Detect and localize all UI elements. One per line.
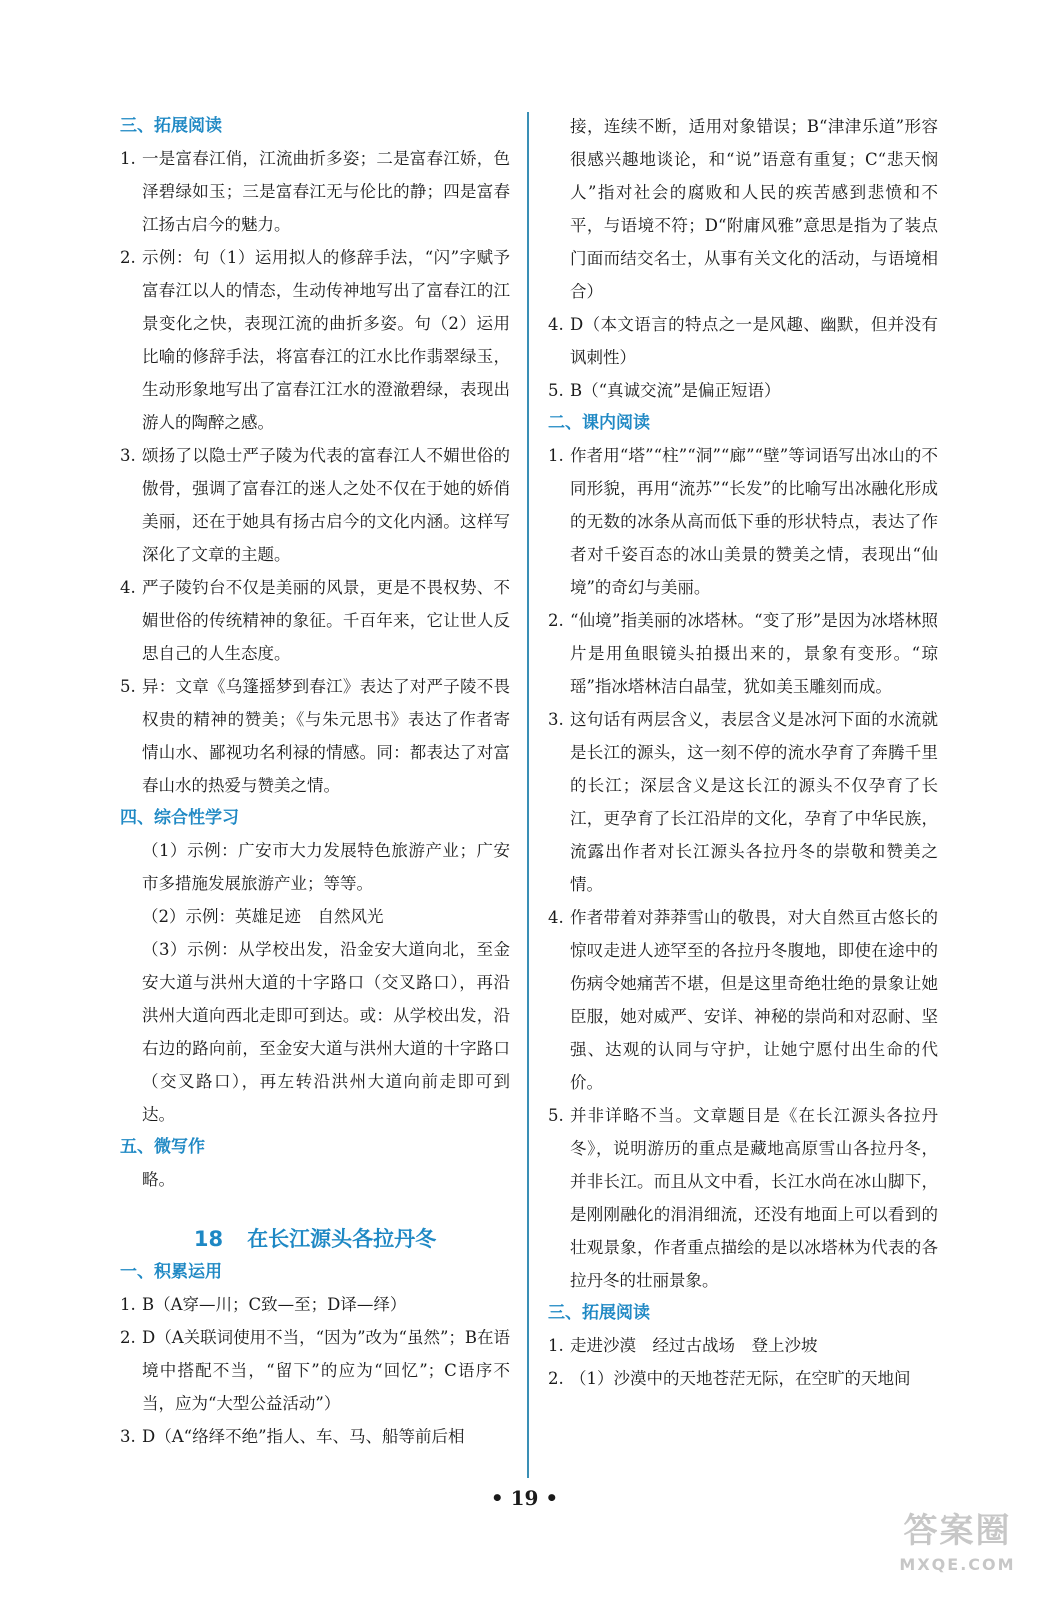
item-text: 严子陵钓台不仅是美丽的风景，更是不畏权势、不媚世俗的传统精神的象征。千百年来，它让世人反思自己的人生态度。 <box>142 578 510 663</box>
answer-item <box>548 1329 938 1362</box>
sub-answer: （1）示例：广安市大力发展特色旅游产业；广安市多措施发展旅游产业；等等。 <box>142 841 510 893</box>
answer-item <box>548 901 938 1099</box>
item-number: 5. <box>548 381 564 400</box>
watermark-logo <box>880 1508 1035 1593</box>
item-number: 1. <box>548 1336 564 1355</box>
item-text: （1）沙漠中的天地苍茫无际，在空旷的天地间 <box>570 1369 911 1388</box>
item-text: 走进沙漠 经过古战场 登上沙坡 <box>570 1336 818 1355</box>
item-text: B（“真诚交流”是偏正短语） <box>570 381 781 400</box>
answer-item <box>120 241 510 439</box>
answer-item <box>548 703 938 901</box>
item-number: 5. <box>120 677 136 696</box>
item-number: 4. <box>548 315 564 334</box>
answer-item <box>120 1288 510 1321</box>
page-number: • 19 • <box>490 1486 559 1510</box>
section-heading: 四、综合性学习 <box>120 808 239 828</box>
chapter-title <box>120 1222 510 1256</box>
item-text: D（本文语言的特点之一是风趣、幽默，但并没有讽刺性） <box>570 315 938 367</box>
continued-text: 接，连续不断，适用对象错误；B“津津乐道”形容很感兴趣地谈论，和“说”语意有重复；C“悲天悯人”指对社会的腐败和人民的疾苦感到悲愤和不平，与语境不符；D“附庸风雅”意思是指为了装点门面而结交名士，从事有关文化的活动，与语境相合） <box>570 117 938 301</box>
answer-list <box>548 439 938 1297</box>
item-text: 异：文章《乌篷摇梦到春江》表达了对严子陵不畏权贵的精神的赞美；《与朱元思书》表达了作者寄情山水、鄙视功名利禄的情感。同：都表达了对富春山水的热爱与赞美之情。 <box>142 677 510 795</box>
answer-item <box>120 670 510 802</box>
item-number: 3. <box>548 710 564 729</box>
item-text: 并非详略不当。文章题目是《在长江源头各拉丹冬》，说明游历的重点是藏地高原雪山各拉丹冬，并非长江。而且从文中看，长江水尚在冰山脚下，是刚刚融化的涓涓细流，还没有地面上可以看到的壮观景象，作者重点描绘的是以冰塔林为代表的各拉丹冬的壮丽景象。 <box>570 1106 938 1290</box>
item-number: 1. <box>120 1295 136 1314</box>
item-number: 5. <box>548 1106 564 1125</box>
sub-answer: （3）示例：从学校出发，沿金安大道向北，至金安大道与洪州大道的十字路口（交叉路口），再沿洪州大道向西北走即可到达。或：从学校出发，沿右边的路向前，至金安大道与洪州大道的十字路口（交叉路口），再左转沿洪州大道向前走即可到达。 <box>142 940 510 1124</box>
item-number: 2. <box>548 1369 564 1388</box>
item-number: 1. <box>548 446 564 465</box>
left-column <box>120 110 510 1453</box>
item-text: “仙境”指美丽的冰塔林。“变了形”是因为冰塔林照片是用鱼眼镜头拍摄出来的，景象有变形。“琼瑶”指冰塔林洁白晶莹，犹如美玉雕刻而成。 <box>570 611 938 696</box>
item-text: 示例：句（1）运用拟人的修辞手法，“闪”字赋予富春江以人的情态，生动传神地写出了富春江的江景变化之快，表现江流的曲折多姿。句（2）运用比喻的修辞手法，将富春江的江水比作翡翠绿玉，生动形象地写出了富春江江水的澄澈碧绿，表现出游人的陶醉之感。 <box>142 248 510 432</box>
item-text: 一是富春江俏，江流曲折多姿；二是富春江娇，色泽碧绿如玉；三是富春江无与伦比的静；四是富春江扬古启今的魅力。 <box>142 149 510 234</box>
item-number: 3. <box>120 446 136 465</box>
answer-list <box>548 1329 938 1395</box>
answer-list <box>120 834 510 1131</box>
section-heading: 二、课内阅读 <box>548 413 650 433</box>
item-number: 2. <box>548 611 564 630</box>
item-text: D（A“络绎不绝”指人、车、马、船等前后相 <box>142 1427 465 1446</box>
watermark-url: MXQE.COM <box>899 1555 1016 1574</box>
section-heading: 五、微写作 <box>120 1137 205 1157</box>
answer-item <box>120 439 510 571</box>
section-heading: 一、积累运用 <box>120 1262 222 1282</box>
item-text: 作者带着对莽莽雪山的敬畏，对大自然亘古悠长的惊叹走进人迹罕至的各拉丹冬腹地，即使在途中的伤病令她痛苦不堪，但是这里奇绝壮绝的景象让她臣服，她对威严、安详、神秘的崇尚和对忍耐、坚强、达观的认同与守护，让她宁愿付出生命的代价。 <box>570 908 938 1092</box>
item-number: 2. <box>120 1328 136 1347</box>
column-divider <box>527 112 529 1478</box>
answer-item <box>120 1420 510 1453</box>
section-heading: 三、拓展阅读 <box>548 1303 650 1323</box>
answer-list <box>120 1288 510 1453</box>
chapter-name: 在长江源头各拉丹冬 <box>247 1227 437 1251</box>
right-column <box>548 110 938 1395</box>
answer-item <box>548 374 938 407</box>
answer-item <box>548 439 938 604</box>
chapter-number: 18 <box>193 1227 224 1251</box>
item-text: B（A穿—川；C致—至；D译—绎） <box>142 1295 407 1314</box>
answer-item <box>548 1099 938 1297</box>
answer-list <box>120 142 510 802</box>
answer-item <box>120 142 510 241</box>
answer-item <box>548 308 938 374</box>
answer-text: 略。 <box>142 1170 175 1189</box>
section-heading: 三、拓展阅读 <box>120 116 222 136</box>
answer-list <box>548 308 938 407</box>
sub-answer: （2）示例：英雄足迹 自然风光 <box>142 907 384 926</box>
watermark-text: 答案圈 <box>903 1511 1012 1551</box>
answer-item <box>548 1362 938 1395</box>
answer-item <box>120 1321 510 1420</box>
item-text: D（A关联词使用不当，“因为”改为“虽然”；B在语境中搭配不当，“留下”的应为“回忆”；C语序不当，应为“大型公益活动”） <box>142 1328 511 1413</box>
item-number: 1. <box>120 149 136 168</box>
item-number: 2. <box>120 248 136 267</box>
item-text: 这句话有两层含义，表层含义是冰河下面的水流就是长江的源头，这一刻不停的流水孕育了奔腾千里的长江；深层含义是这长江的源头不仅孕育了长江，更孕育了长江沿岸的文化，孕育了中华民族，流露出作者对长江源头各拉丹冬的崇敬和赞美之情。 <box>570 710 938 894</box>
answer-item <box>120 571 510 670</box>
item-text: 作者用“塔”“柱”“洞”“廊”“壁”等词语写出冰山的不同形貌，再用“流苏”“长发”的比喻写出冰融化形成的无数的冰条从高而低下垂的形状特点，表达了作者对千姿百态的冰山美景的赞美之情，表现出“仙境”的奇幻与美丽。 <box>570 446 938 597</box>
item-number: 4. <box>548 908 564 927</box>
answer-item <box>548 604 938 703</box>
item-number: 4. <box>120 578 136 597</box>
item-text: 颂扬了以隐士严子陵为代表的富春江人不媚世俗的傲骨，强调了富春江的迷人之处不仅在于她的娇俏美丽，还在于她具有扬古启今的文化内涵。这样写深化了文章的主题。 <box>142 446 510 564</box>
item-number: 3. <box>120 1427 136 1446</box>
